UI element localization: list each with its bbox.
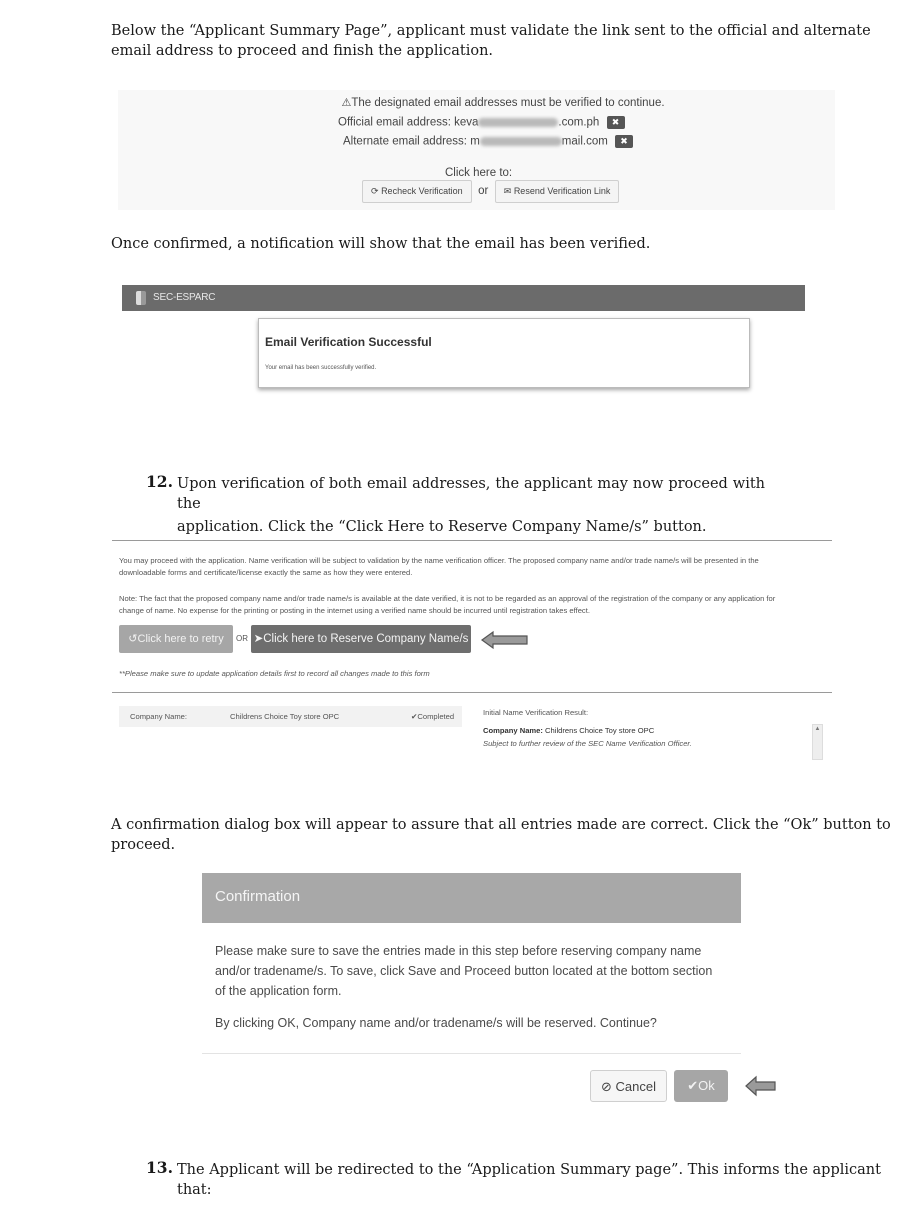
alternate-email-suffix: mail.com bbox=[561, 135, 608, 148]
redacted-official-email bbox=[478, 118, 558, 127]
scroll-up-icon[interactable]: ▲ bbox=[814, 726, 821, 732]
dialog-body-line-1: Please make sure to save the entries made in this step before reserving company name bbox=[215, 944, 702, 958]
step-13-number: 13. bbox=[146, 1158, 173, 1177]
email-verification-panel bbox=[118, 90, 835, 210]
official-email-label: Official email address: keva bbox=[338, 116, 479, 129]
reserve-bottom-divider bbox=[112, 692, 832, 693]
cancel-button[interactable] bbox=[590, 1070, 667, 1102]
intro-line-1: Below the “Applicant Summary Page”, applicant must validate the link sent to the official and alternate bbox=[111, 23, 871, 39]
intro-paragraph bbox=[111, 21, 871, 61]
company-name-row bbox=[119, 706, 462, 727]
dialog-body-line-2: and/or tradename/s. To save, click Save and Proceed button located at the bottom section bbox=[215, 964, 713, 978]
update-reminder: **Please make sure to update application details first to record all changes made to this form bbox=[119, 669, 430, 678]
warning-icon: ⚠ bbox=[341, 97, 352, 109]
dialog-footer-divider bbox=[202, 1053, 741, 1054]
completed-badge bbox=[411, 712, 454, 721]
result-company-name bbox=[483, 726, 654, 735]
step-12-line-2: application. Click the “Click Here to Reserve Company Name/s” button. bbox=[177, 519, 707, 535]
step-13-text bbox=[177, 1160, 881, 1200]
name-verification-heading: Initial Name Verification Result: bbox=[483, 708, 589, 717]
alternate-email-row bbox=[343, 135, 633, 148]
esparc-header-bar bbox=[122, 285, 805, 311]
company-name-value: Childrens Choice Toy store OPC bbox=[230, 712, 340, 721]
reserve-panel bbox=[112, 540, 832, 760]
cancel-label: Cancel bbox=[615, 1079, 656, 1094]
click-here-label: Click here to: bbox=[445, 167, 513, 179]
proceed-notice-line-2: downloadable forms and certificate/license exactly the same as how they were entered. bbox=[119, 568, 413, 577]
remove-official-email-button[interactable]: ✖ bbox=[607, 116, 625, 129]
alternate-email-label: Alternate email address: m bbox=[343, 135, 480, 148]
remove-alternate-email-button[interactable]: ✖ bbox=[615, 135, 633, 148]
result-scrollbar[interactable] bbox=[812, 724, 823, 760]
or-separator: OR bbox=[236, 634, 248, 643]
approval-note-line-2: change of name. No expense for the printing or posting in the internet using a verified name should be incurred until registration takes effect. bbox=[119, 606, 590, 615]
dialog-body bbox=[215, 941, 712, 1033]
proceed-notice bbox=[119, 555, 759, 579]
resend-verification-button[interactable] bbox=[495, 180, 620, 203]
esparc-brand: SEC-ESPARC bbox=[153, 292, 216, 303]
confirmation-line-1: A confirmation dialog box will appear to assure that all entries made are correct. Click the “Ok” button to bbox=[111, 817, 891, 833]
resend-verification-label: Resend Verification Link bbox=[513, 186, 611, 196]
confirmation-dialog bbox=[202, 873, 741, 1110]
approval-note bbox=[119, 593, 775, 617]
dialog-header bbox=[202, 873, 741, 923]
confirmation-paragraph bbox=[111, 815, 891, 855]
company-name-label: Company Name: bbox=[130, 712, 187, 721]
dialog-body-line-3: of the application form. bbox=[215, 984, 342, 998]
undo-icon: ↺ bbox=[128, 633, 138, 645]
check-icon: ✔ bbox=[687, 1078, 699, 1093]
intro-line-2: email address to proceed and finish the application. bbox=[111, 43, 494, 59]
check-icon: ✔ bbox=[411, 712, 418, 721]
result-company-value: Childrens Choice Toy store OPC bbox=[545, 726, 655, 735]
proceed-notice-line-1: You may proceed with the application. Name verification will be subject to validation by the name verification officer. The proposed company name and/or trade name/s will be presented in the bbox=[119, 556, 759, 565]
redacted-alternate-email bbox=[480, 137, 562, 146]
email-verified-title: Email Verification Successful bbox=[265, 335, 432, 349]
official-email-row bbox=[338, 116, 625, 129]
paper-plane-icon: ➤ bbox=[253, 633, 264, 645]
email-verified-card bbox=[258, 318, 750, 388]
step-12-line-1: Upon verification of both email addresses, the applicant may now proceed with the bbox=[177, 476, 765, 512]
step-12-number: 12. bbox=[146, 472, 173, 491]
verification-actions bbox=[362, 180, 619, 203]
ok-pointer-arrow-icon bbox=[744, 1075, 778, 1097]
pointer-arrow-icon bbox=[480, 630, 530, 650]
step-12-text bbox=[177, 474, 765, 537]
reserve-company-name-label: Click here to Reserve Company Name/s bbox=[263, 633, 469, 645]
cancel-icon: ⊘ bbox=[601, 1079, 612, 1094]
retry-button[interactable] bbox=[119, 625, 233, 653]
ok-button[interactable] bbox=[674, 1070, 728, 1102]
confirmed-paragraph: Once confirmed, a notification will show that the email has been verified. bbox=[111, 236, 651, 252]
dialog-title: Confirmation bbox=[215, 888, 301, 905]
result-company-label: Company Name: bbox=[483, 726, 543, 735]
result-review-note: Subject to further review of the SEC Name Verification Officer. bbox=[483, 739, 692, 748]
email-verified-message: Your email has been successfully verified. bbox=[265, 365, 377, 371]
reserve-top-divider bbox=[112, 540, 832, 541]
ok-label: Ok bbox=[698, 1078, 715, 1093]
retry-label: Click here to retry bbox=[137, 633, 224, 645]
or-separator: or bbox=[478, 185, 489, 197]
step-13-line-2: that: bbox=[177, 1182, 212, 1198]
approval-note-line-1: Note: The fact that the proposed company name and/or trade name/s is available at the date verified, it is not to be regarded as an approval of the registration of the company or any application for bbox=[119, 594, 776, 603]
warning-text: The designated email addresses must be verified to continue. bbox=[351, 97, 665, 109]
refresh-icon: ⟳ bbox=[371, 186, 379, 196]
completed-label: Completed bbox=[417, 712, 455, 721]
step-13-line-1: The Applicant will be redirected to the “Application Summary page”. This informs the applicant bbox=[177, 1162, 881, 1178]
warning-row bbox=[118, 96, 888, 109]
sec-logo-icon bbox=[136, 291, 146, 305]
reserve-company-name-button[interactable] bbox=[251, 625, 471, 653]
recheck-verification-button[interactable] bbox=[362, 180, 472, 203]
envelope-icon: ✉ bbox=[503, 186, 512, 196]
recheck-verification-label: Recheck Verification bbox=[381, 186, 463, 196]
dialog-body-line-4: By clicking OK, Company name and/or tradename/s will be reserved. Continue? bbox=[215, 1016, 657, 1030]
official-email-suffix: .com.ph bbox=[558, 116, 600, 129]
confirmation-line-2: proceed. bbox=[111, 837, 176, 853]
